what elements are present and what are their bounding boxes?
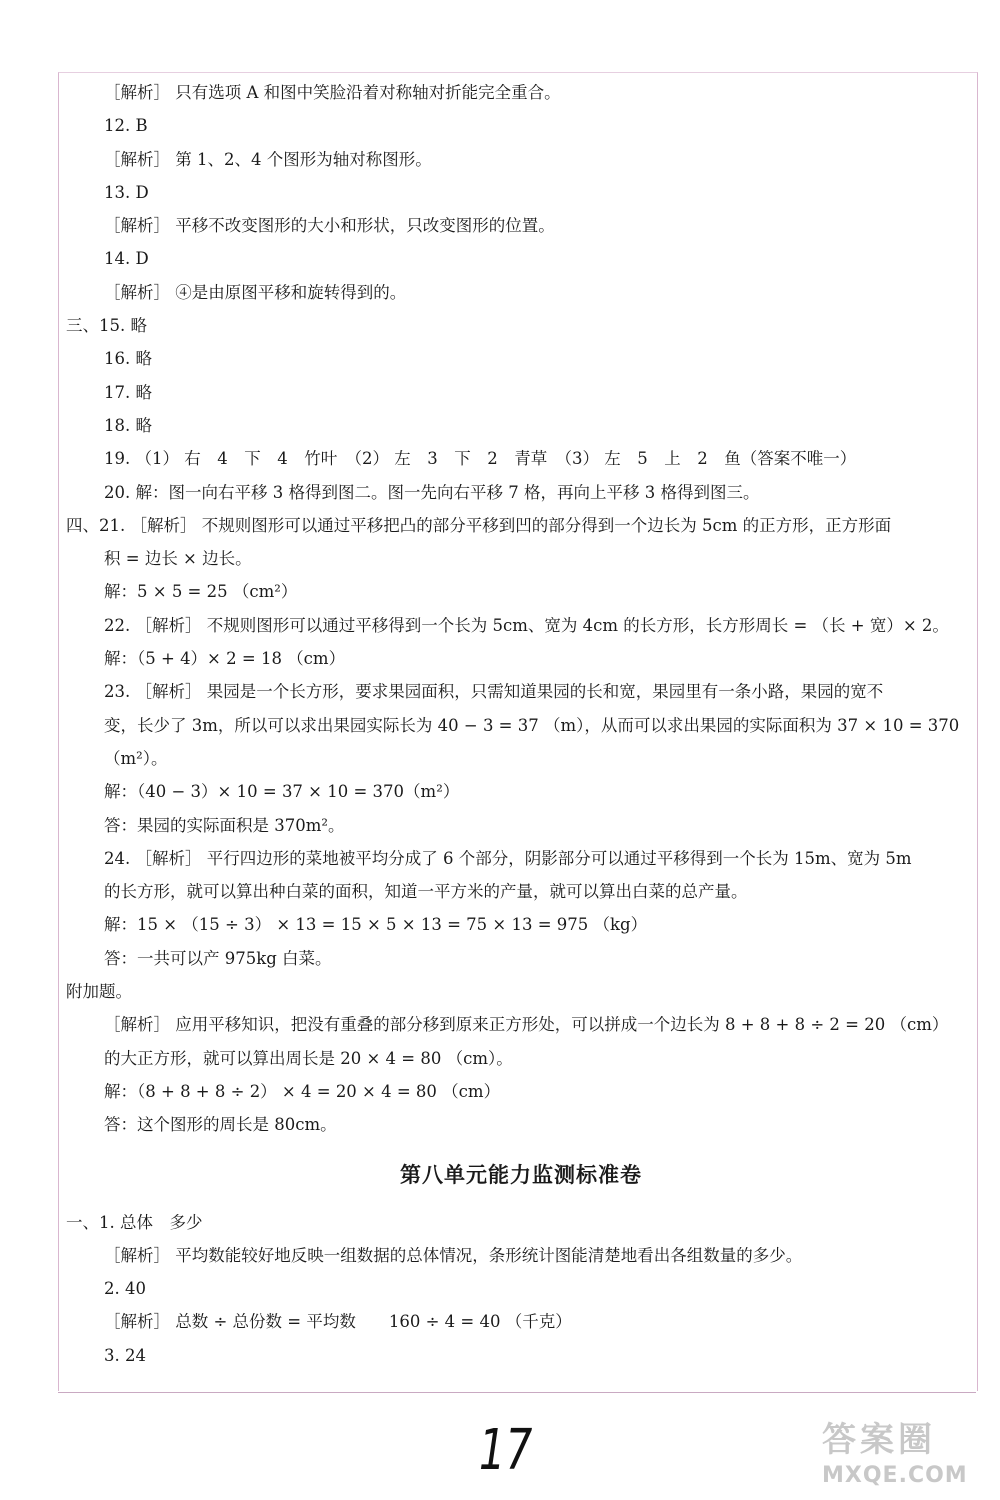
section-title: 第八单元能力监测标准卷: [400, 1162, 642, 1187]
page-number: 17: [478, 1418, 533, 1483]
text-line: ［解析］ 应用平移知识，把没有重叠的部分移到原来正方形处，可以拼成一个边长为 8 + 8 + 8 ÷ 2 = 20 （cm）: [104, 1015, 949, 1035]
text-line: 附加题。: [66, 982, 132, 1002]
text-line: 23. ［解析］ 果园是一个长方形，要求果园面积，只需知道果园的长和宽，果园里有一条小路，果园的宽不: [104, 682, 884, 702]
text-line: ［解析］ 平均数能较好地反映一组数据的总体情况，条形统计图能清楚地看出各组数量的多少。: [104, 1245, 803, 1265]
text-line: 四、21. ［解析］ 不规则图形可以通过平移把凸的部分平移到凹的部分得到一个边长为 5cm 的正方形，正方形面: [66, 515, 892, 535]
text-line: 一、1. 总体 多少: [66, 1212, 203, 1232]
answer-content: [66, 76, 976, 1372]
text-line: 17. 略: [104, 382, 152, 402]
text-line: 的大正方形，就可以算出周长是 20 × 4 = 80 （cm）。: [104, 1048, 513, 1068]
text-line: 积 = 边长 × 边长。: [104, 549, 252, 569]
text-line: 16. 略: [104, 349, 152, 369]
text-line: ［解析］ 平移不改变图形的大小和形状，只改变图形的位置。: [104, 216, 555, 236]
text-line: （m²）。: [104, 748, 168, 768]
text-line: ［解析］ 只有选项 A 和图中笑脸沿着对称轴对折能完全重合。: [104, 83, 561, 102]
text-line: 12. B: [104, 116, 148, 136]
text-line: 答：果园的实际面积是 370m²。: [104, 815, 345, 835]
text-line: 答：这个图形的周长是 80cm。: [104, 1115, 337, 1135]
text-line: 20. 解：图一向右平移 3 格得到图二。图一先向右平移 7 格，再向上平移 3 格得到图三。: [104, 482, 760, 502]
text-line: 解：5 × 5 = 25 （cm²）: [104, 582, 298, 602]
page-frame-bottom: [58, 1392, 976, 1393]
text-line: 2. 40: [104, 1279, 146, 1299]
text-line: 解：（5 + 4）× 2 = 18 （cm）: [104, 649, 346, 669]
text-line: 的长方形，就可以算出种白菜的面积，知道一平方米的产量，就可以算出白菜的总产量。: [104, 882, 748, 902]
watermark-logo: [822, 1412, 992, 1492]
text-line: 解：15 × （15 ÷ 3） × 13 = 15 × 5 × 13 = 75 × 13 = 975 （kg）: [104, 915, 648, 935]
text-line: 解：（8 + 8 + 8 ÷ 2） × 4 = 20 × 4 = 80 （cm）: [104, 1081, 501, 1101]
text-line: 答：一共可以产 975kg 白菜。: [104, 948, 332, 968]
watermark-text: 答案圈: [822, 1420, 936, 1460]
text-line: ［解析］ 第 1、2、4 个图形为轴对称图形。: [104, 149, 432, 169]
text-line: 三、15. 略: [66, 316, 147, 336]
text-line: 14. D: [104, 249, 149, 269]
text-line: ［解析］ 总数 ÷ 总份数 = 平均数 160 ÷ 4 = 40 （千克）: [104, 1312, 572, 1332]
text-line: 24. ［解析］ 平行四边形的菜地被平均分成了 6 个部分，阴影部分可以通过平移得到一个长为 15m、宽为 5m: [104, 848, 912, 868]
text-line: 22. ［解析］ 不规则图形可以通过平移得到一个长为 5cm、宽为 4cm 的长方形，长方形周长 = （长 + 宽）× 2。: [104, 615, 949, 635]
text-line: 变，长少了 3m，所以可以求出果园实际长为 40 − 3 = 37 （m），从而可以求出果园的实际面积为 37 × 10 = 370: [104, 715, 960, 735]
watermark-url: MXQE.COM: [822, 1463, 968, 1488]
text-line: ［解析］ ④是由原图平移和旋转得到的。: [104, 282, 407, 302]
text-line: 3. 24: [104, 1345, 146, 1365]
text-line: 解：（40 − 3）× 10 = 37 × 10 = 370（m²）: [104, 782, 460, 802]
text-line: 18. 略: [104, 415, 152, 435]
text-line: 19. （1） 右 4 下 4 竹叶 （2） 左 3 下 2 青草 （3） 左 5 上 2 鱼（答案不唯一）: [104, 449, 857, 469]
text-line: 13. D: [104, 182, 149, 202]
